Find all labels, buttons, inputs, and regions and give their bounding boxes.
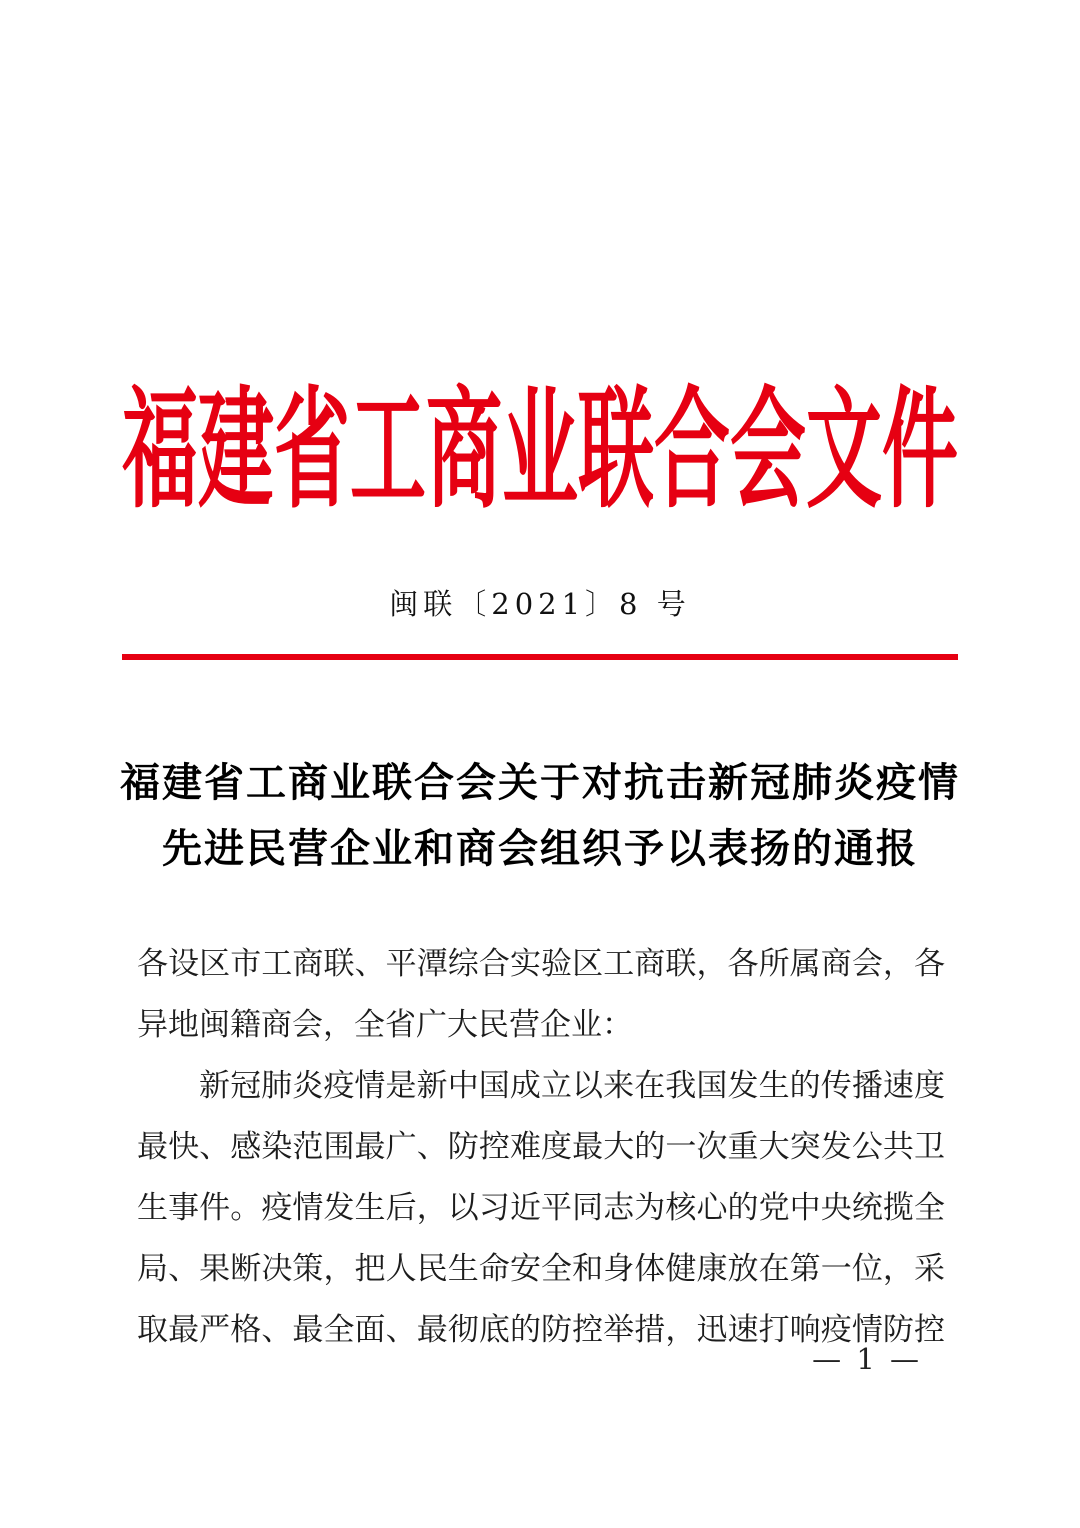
- body-line-salutation-1: 各设区市工商联、平潭综合实验区工商联，各所属商会，各: [137, 946, 945, 982]
- document-body: [137, 934, 945, 1361]
- body-line-paragraph-4: 局、果断决策，把人民生命安全和身体健康放在第一位，采: [137, 1251, 945, 1287]
- body-line-paragraph-2: 最快、感染范围最广、防控难度最大的一次重大突发公共卫: [137, 1129, 945, 1165]
- body-line-paragraph-1: 新冠肺炎疫情是新中国成立以来在我国发生的传播速度: [199, 1068, 945, 1104]
- letterhead-divider-rule: [122, 654, 958, 660]
- document-title: [0, 750, 1080, 882]
- letterhead-org-name: 福建省工商业联合会文件: [122, 372, 958, 527]
- body-line-salutation-2: 异地闽籍商会，全省广大民营企业：: [137, 1007, 633, 1043]
- body-line-paragraph-3: 生事件。疫情发生后，以习近平同志为核心的党中央统揽全: [137, 1190, 945, 1226]
- doc-number: 闽联〔2021〕8 号: [389, 587, 691, 621]
- document-title-line1: 福建省工商业联合会关于对抗击新冠肺炎疫情: [120, 759, 960, 806]
- document-title-line2: 先进民营企业和商会组织予以表扬的通报: [162, 825, 918, 872]
- body-line-paragraph-5: 取最严格、最全面、最彻底的防控举措，迅速打响疫情防控: [137, 1312, 945, 1348]
- page-number: — 1 —: [812, 1342, 922, 1376]
